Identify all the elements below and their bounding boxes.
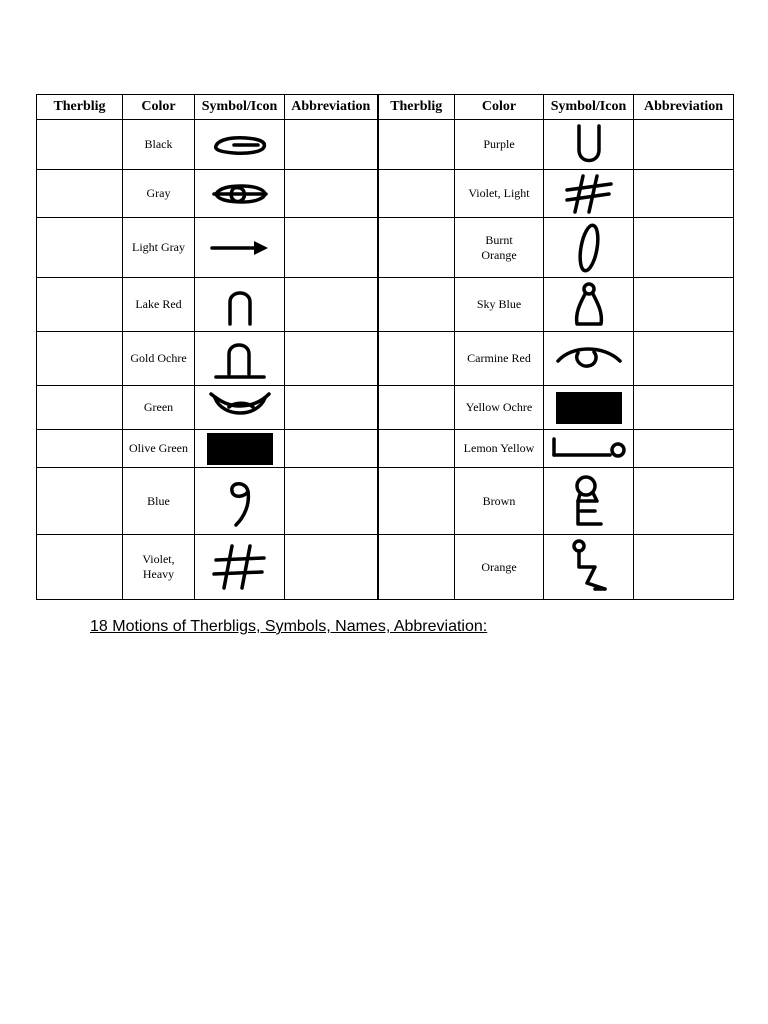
abbreviation-cell	[285, 170, 378, 218]
abbreviation-cell	[285, 386, 378, 430]
abbreviation-cell	[634, 386, 734, 430]
therblig-cell	[37, 332, 123, 386]
header-abbreviation: Abbreviation	[634, 95, 734, 120]
color-cell: Olive Green	[123, 430, 195, 468]
therblig-cell	[37, 218, 123, 278]
table-row	[37, 430, 734, 468]
header-color: Color	[455, 95, 544, 120]
header-therblig: Therblig	[37, 95, 123, 120]
header-color: Color	[123, 95, 195, 120]
table-row	[37, 278, 734, 332]
table-row	[37, 218, 734, 278]
bowl-icon	[195, 388, 284, 428]
color-cell: Black	[123, 120, 195, 170]
therblig-cell	[378, 278, 455, 332]
filled-rectangle-icon	[544, 392, 633, 424]
abbreviation-cell	[285, 535, 378, 600]
symbol-cell	[195, 218, 285, 278]
color-cell: Gray	[123, 170, 195, 218]
color-cell: Yellow Ochre	[455, 386, 544, 430]
color-cell: Lemon Yellow	[455, 430, 544, 468]
symbol-cell	[544, 386, 634, 430]
abbreviation-cell	[285, 468, 378, 535]
abbreviation-cell	[285, 430, 378, 468]
cup-u-icon	[544, 122, 633, 168]
table-row	[37, 332, 734, 386]
color-cell: Sky Blue	[455, 278, 544, 332]
color-cell: Purple	[455, 120, 544, 170]
abbreviation-cell	[634, 218, 734, 278]
filled-rectangle-icon	[195, 433, 284, 465]
header-symbol-icon: Symbol/Icon	[195, 95, 285, 120]
table-header-row	[37, 95, 734, 120]
symbol-cell	[544, 468, 634, 535]
color-cell: Green	[123, 386, 195, 430]
symbol-cell	[544, 278, 634, 332]
symbol-cell	[544, 120, 634, 170]
therblig-cell	[378, 218, 455, 278]
therblig-cell	[378, 170, 455, 218]
therblig-cell	[37, 278, 123, 332]
hash-light-icon	[544, 172, 633, 216]
symbol-cell	[195, 332, 285, 386]
abbreviation-cell	[634, 120, 734, 170]
abbreviation-cell	[634, 535, 734, 600]
nine-icon	[195, 473, 284, 529]
symbol-cell	[544, 218, 634, 278]
color-cell: Violet, Light	[455, 170, 544, 218]
therblig-cell	[378, 120, 455, 170]
color-cell: Brown	[455, 468, 544, 535]
u-on-base-icon	[195, 336, 284, 382]
color-cell: Orange	[455, 535, 544, 600]
therblig-cell	[37, 535, 123, 600]
color-cell: Lake Red	[123, 278, 195, 332]
symbol-cell	[544, 332, 634, 386]
therblig-cell	[37, 170, 123, 218]
symbol-cell	[195, 468, 285, 535]
abbreviation-cell	[285, 218, 378, 278]
table-row	[37, 468, 734, 535]
symbol-cell	[544, 170, 634, 218]
abbreviation-cell	[634, 170, 734, 218]
therblig-cell	[378, 468, 455, 535]
abbreviation-cell	[634, 278, 734, 332]
select-eye-icon	[195, 179, 284, 209]
arrow-right-icon	[195, 236, 284, 260]
color-cell: Blue	[123, 468, 195, 535]
eye-arc-icon	[544, 339, 633, 379]
symbol-cell	[195, 430, 285, 468]
inverted-u-icon	[195, 282, 284, 328]
header-symbol-icon: Symbol/Icon	[544, 95, 634, 120]
table-row	[37, 170, 734, 218]
symbol-cell	[195, 120, 285, 170]
therblig-cell	[378, 535, 455, 600]
therblig-cell	[378, 430, 455, 468]
symbol-cell	[195, 278, 285, 332]
therblig-cell	[37, 468, 123, 535]
symbol-cell	[544, 535, 634, 600]
symbol-cell	[195, 386, 285, 430]
abbreviation-cell	[285, 332, 378, 386]
sitting-figure-icon	[544, 537, 633, 597]
seated-figure-icon	[544, 471, 633, 531]
symbol-cell	[195, 170, 285, 218]
lying-figure-icon	[544, 435, 633, 463]
search-eye-icon	[195, 130, 284, 160]
hash-heavy-icon	[195, 540, 284, 594]
therblig-cell	[37, 386, 123, 430]
therblig-cell	[378, 386, 455, 430]
therblig-cell	[37, 120, 123, 170]
color-cell: Carmine Red	[455, 332, 544, 386]
abbreviation-cell	[634, 332, 734, 386]
therblig-table	[36, 94, 734, 600]
zero-oval-icon	[544, 220, 633, 276]
table-row	[37, 535, 734, 600]
abbreviation-cell	[285, 120, 378, 170]
table-row	[37, 120, 734, 170]
color-cell: Violet, Heavy	[123, 535, 195, 600]
header-abbreviation: Abbreviation	[285, 95, 378, 120]
caption: 18 Motions of Therbligs, Symbols, Names, Abbreviation:	[90, 618, 488, 635]
symbol-cell	[195, 535, 285, 600]
table-row	[37, 386, 734, 430]
therblig-cell	[378, 332, 455, 386]
abbreviation-cell	[634, 468, 734, 535]
color-cell: Gold Ochre	[123, 332, 195, 386]
symbol-cell	[544, 430, 634, 468]
therblig-cell	[37, 430, 123, 468]
table-body	[37, 120, 734, 600]
color-cell: Burnt Orange	[455, 218, 544, 278]
color-cell: Light Gray	[123, 218, 195, 278]
bottle-icon	[544, 280, 633, 330]
header-therblig: Therblig	[378, 95, 455, 120]
abbreviation-cell	[285, 278, 378, 332]
abbreviation-cell	[634, 430, 734, 468]
